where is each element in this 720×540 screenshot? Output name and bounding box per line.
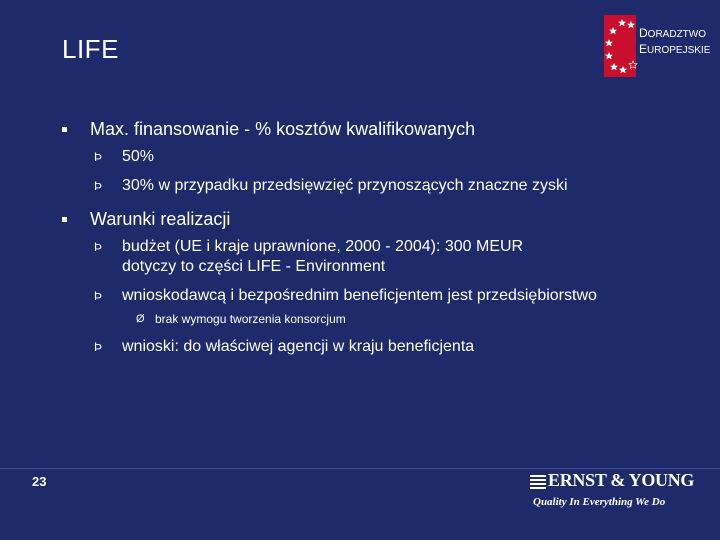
- arrow-bullet-icon: Þ: [94, 179, 103, 193]
- sub-bullet-text: 50%: [122, 148, 155, 165]
- square-bullet-icon: [62, 127, 67, 132]
- ey-tagline: Quality In Everything We Do: [533, 496, 666, 508]
- bullet-text: Max. finansowanie - % kosztów kwalifikowanych: [90, 119, 476, 139]
- sub-bullet-item: [60, 176, 700, 196]
- sub-bullet-text: wnioski: do właściwej agencji w kraju beneficjenta: [122, 338, 475, 355]
- sub-bullet-item: [60, 147, 700, 167]
- doradztwo-logo: [604, 15, 640, 77]
- logo-initial-d: D: [639, 26, 648, 40]
- bullet-item: [60, 208, 700, 230]
- sub-bullet-item: [60, 237, 700, 277]
- bullet-item: [60, 118, 700, 140]
- logo-line2: UROPEJSKIE: [647, 45, 711, 56]
- ernst-young-logo: [530, 468, 695, 528]
- arrow-right-icon: Ø: [136, 313, 145, 325]
- arrow-bullet-icon: Þ: [94, 340, 103, 354]
- sub-bullet-item: [60, 337, 700, 357]
- bullet-list: [60, 118, 700, 357]
- sub-bullet-text: wnioskodawcą i bezpośrednim beneficjentem jest przedsiębiorstwo: [122, 287, 597, 304]
- arrow-bullet-icon: Þ: [94, 240, 103, 254]
- slide-title: LIFE: [62, 34, 119, 64]
- arrow-bullet-icon: Þ: [94, 150, 103, 164]
- ey-brand-name: ERNST & YOUNG: [548, 470, 695, 490]
- arrow-bullet-icon: Þ: [94, 289, 103, 303]
- ey-bars-icon: [530, 475, 546, 489]
- logo-text: [639, 26, 710, 58]
- square-bullet-icon: [62, 217, 67, 222]
- logo-line1: ORADZTWO: [647, 29, 706, 40]
- sub-bullet-text-line1: budżet (UE i kraje uprawnione, 2000 - 2004): 300 MEUR: [122, 238, 524, 255]
- bullet-text: Warunki realizacji: [90, 209, 231, 229]
- sub-sub-bullet-item: [60, 311, 700, 327]
- logo-initial-e: E: [639, 42, 648, 56]
- sub-bullet-text-line2: dotyczy to części LIFE - Environment: [122, 258, 386, 275]
- sub-sub-bullet-text: brak wymogu tworzenia konsorcjum: [155, 312, 346, 326]
- page-number: 23: [32, 474, 47, 489]
- sub-bullet-item: [60, 286, 700, 306]
- sub-bullet-text: 30% w przypadku przedsięwzięć przynoszących znaczne zyski: [122, 177, 568, 194]
